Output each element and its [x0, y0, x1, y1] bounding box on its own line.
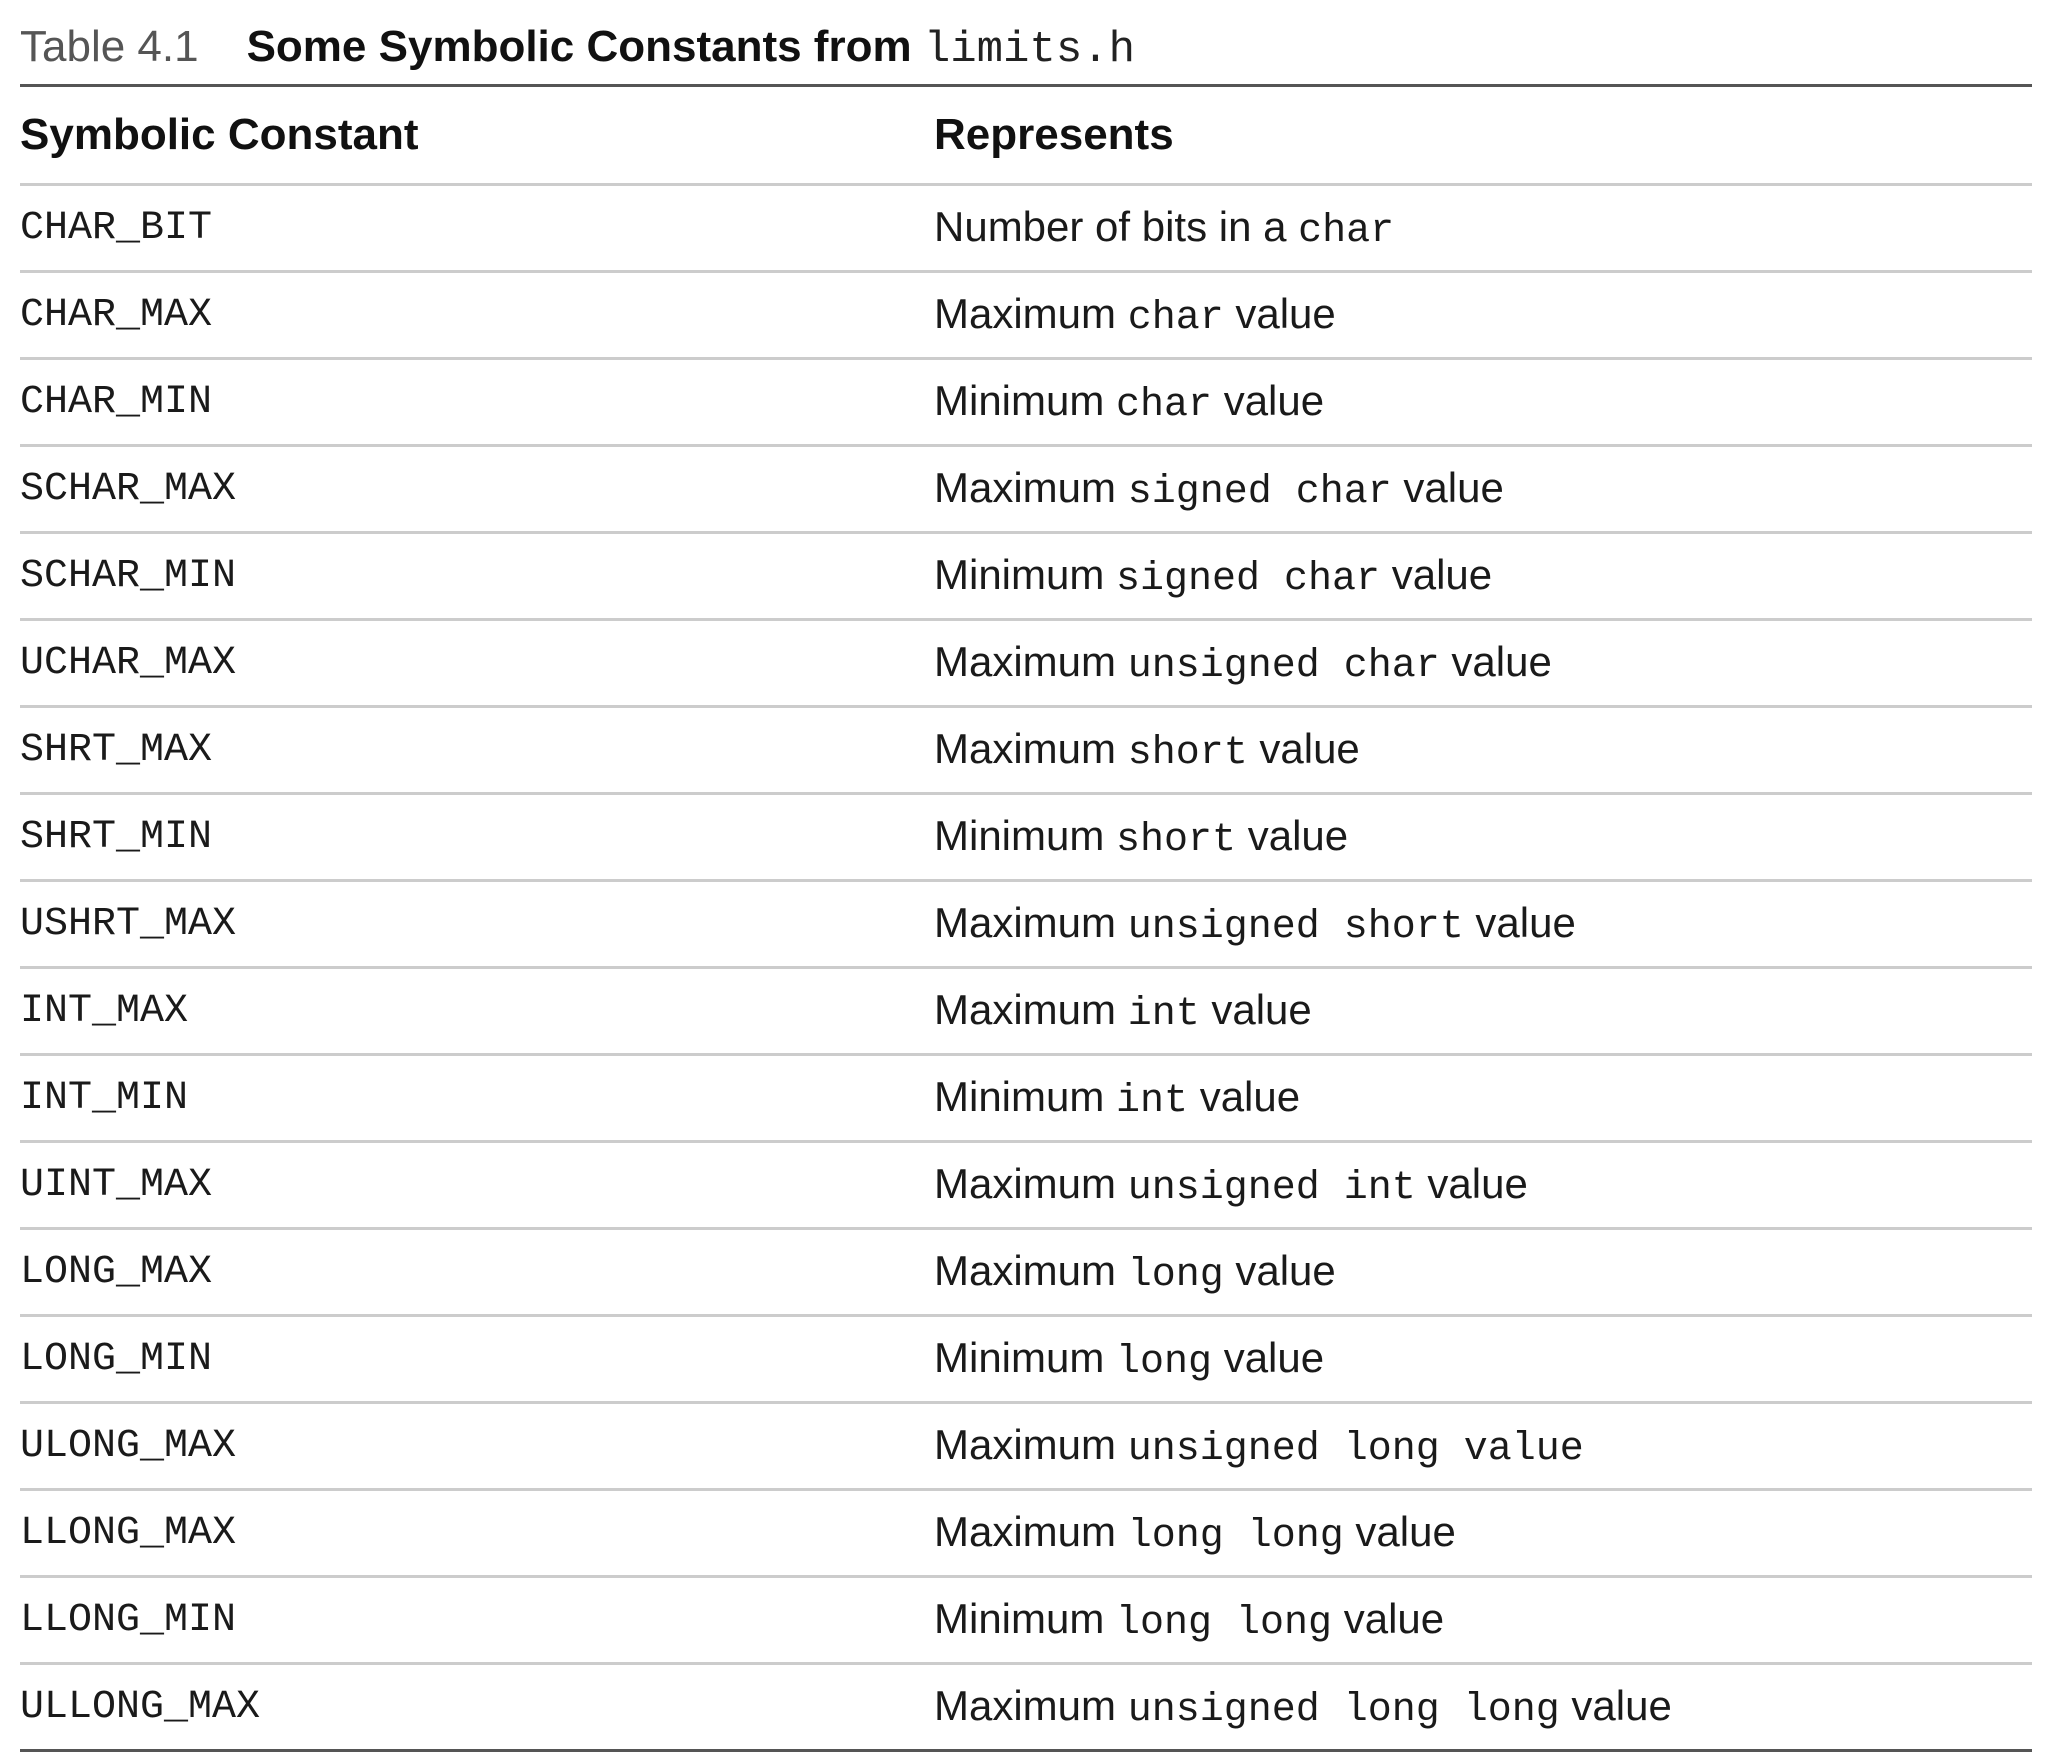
description-code: short: [1116, 817, 1237, 863]
constants-table: [20, 87, 2032, 1752]
description-code: unsigned long value: [1127, 1426, 1584, 1472]
constant-description: [934, 620, 2032, 707]
table-title: [246, 22, 1136, 75]
table-row: [20, 1577, 2032, 1664]
description-text: Minimum: [934, 1333, 1117, 1381]
table-row: [20, 185, 2032, 272]
constant-description: [934, 881, 2032, 968]
constant-description: [934, 1316, 2032, 1403]
constant-name: SHRT_MIN: [20, 794, 934, 881]
description-code: signed char: [1127, 469, 1392, 515]
description-code: long: [1116, 1339, 1213, 1385]
description-code: long long: [1116, 1600, 1333, 1646]
description-code: char: [1116, 382, 1213, 428]
constant-name: ULONG_MAX: [20, 1403, 934, 1490]
constant-description: [934, 1403, 2032, 1490]
constant-description: [934, 707, 2032, 794]
description-code: int: [1127, 991, 1200, 1037]
description-text: value: [1559, 1681, 1672, 1729]
constant-name: CHAR_MAX: [20, 272, 934, 359]
description-text: value: [1415, 1159, 1528, 1207]
description-text: Maximum: [934, 463, 1128, 511]
description-text: value: [1391, 463, 1504, 511]
constant-description: [934, 794, 2032, 881]
description-text: Minimum: [934, 1594, 1117, 1642]
constant-name: USHRT_MAX: [20, 881, 934, 968]
description-code: unsigned char: [1127, 643, 1440, 689]
description-text: Minimum: [934, 376, 1117, 424]
table-container: [20, 18, 2032, 1752]
table-row: [20, 1316, 2032, 1403]
description-code: int: [1116, 1078, 1189, 1124]
table-row: [20, 533, 2032, 620]
description-text: value: [1463, 898, 1576, 946]
constant-name: CHAR_BIT: [20, 185, 934, 272]
constant-description: [934, 1142, 2032, 1229]
constant-description: [934, 272, 2032, 359]
constant-name: SCHAR_MAX: [20, 446, 934, 533]
description-code: unsigned int: [1127, 1165, 1416, 1211]
description-text: value: [1223, 1246, 1336, 1294]
description-text: Maximum: [934, 1681, 1128, 1729]
description-code: unsigned short: [1127, 904, 1464, 950]
table-row: [20, 1229, 2032, 1316]
description-text: value: [1332, 1594, 1445, 1642]
table-row: [20, 1055, 2032, 1142]
constant-description: [934, 968, 2032, 1055]
constant-name: SHRT_MAX: [20, 707, 934, 794]
constant-description: [934, 1490, 2032, 1577]
description-text: value: [1188, 1072, 1301, 1120]
description-text: value: [1439, 637, 1552, 685]
description-text: Maximum: [934, 1246, 1128, 1294]
table-title-text: Some Symbolic Constants from: [246, 22, 924, 71]
table-row: [20, 881, 2032, 968]
description-text: value: [1212, 376, 1325, 424]
description-text: value: [1247, 724, 1360, 772]
description-text: Minimum: [934, 1072, 1117, 1120]
table-row: [20, 446, 2032, 533]
constant-description: [934, 446, 2032, 533]
table-row: [20, 272, 2032, 359]
description-text: value: [1236, 811, 1349, 859]
table-row: [20, 1142, 2032, 1229]
description-text: Maximum: [934, 1507, 1128, 1555]
constant-name: LLONG_MIN: [20, 1577, 934, 1664]
constant-name: LONG_MIN: [20, 1316, 934, 1403]
constant-name: UCHAR_MAX: [20, 620, 934, 707]
constant-name: UINT_MAX: [20, 1142, 934, 1229]
constant-description: [934, 533, 2032, 620]
table-row: [20, 620, 2032, 707]
description-text: Maximum: [934, 637, 1128, 685]
description-text: Maximum: [934, 1159, 1128, 1207]
table-row: [20, 1490, 2032, 1577]
description-text: Minimum: [934, 550, 1117, 598]
constant-name: LONG_MAX: [20, 1229, 934, 1316]
constant-description: [934, 1664, 2032, 1751]
constant-description: [934, 359, 2032, 446]
constant-name: CHAR_MIN: [20, 359, 934, 446]
constant-description: [934, 1055, 2032, 1142]
table-row: [20, 1664, 2032, 1751]
constant-name: ULLONG_MAX: [20, 1664, 934, 1751]
constant-name: INT_MAX: [20, 968, 934, 1055]
header-symbolic-constant: Symbolic Constant: [20, 87, 934, 185]
table-row: [20, 707, 2032, 794]
constant-name: LLONG_MAX: [20, 1490, 934, 1577]
description-text: Maximum: [934, 1420, 1128, 1468]
description-text: value: [1223, 289, 1336, 337]
description-code: unsigned long long: [1127, 1687, 1560, 1733]
table-row: [20, 359, 2032, 446]
table-row: [20, 794, 2032, 881]
table-caption: [20, 18, 2032, 84]
table-row: [20, 1403, 2032, 1490]
description-text: value: [1199, 985, 1312, 1033]
constant-description: [934, 1229, 2032, 1316]
header-represents: Represents: [934, 87, 2032, 185]
description-code: long: [1127, 1252, 1224, 1298]
description-text: value: [1343, 1507, 1456, 1555]
description-code: char: [1298, 208, 1395, 254]
constant-name: SCHAR_MIN: [20, 533, 934, 620]
description-text: Maximum: [934, 289, 1128, 337]
description-code: short: [1127, 730, 1248, 776]
description-text: Number of bits in a: [934, 202, 1299, 250]
description-text: Minimum: [934, 811, 1117, 859]
description-text: value: [1380, 550, 1493, 598]
description-text: Maximum: [934, 985, 1128, 1033]
header-row: [20, 87, 2032, 185]
description-code: char: [1127, 295, 1224, 341]
table-title-code: limits.h: [923, 25, 1136, 75]
description-text: Maximum: [934, 724, 1128, 772]
constant-description: [934, 1577, 2032, 1664]
table-row: [20, 968, 2032, 1055]
description-text: Maximum: [934, 898, 1128, 946]
constant-name: INT_MIN: [20, 1055, 934, 1142]
table-body: [20, 185, 2032, 1751]
table-number: Table 4.1: [20, 22, 199, 71]
description-code: signed char: [1116, 556, 1381, 602]
constant-description: [934, 185, 2032, 272]
description-text: value: [1212, 1333, 1325, 1381]
description-code: long long: [1127, 1513, 1344, 1559]
